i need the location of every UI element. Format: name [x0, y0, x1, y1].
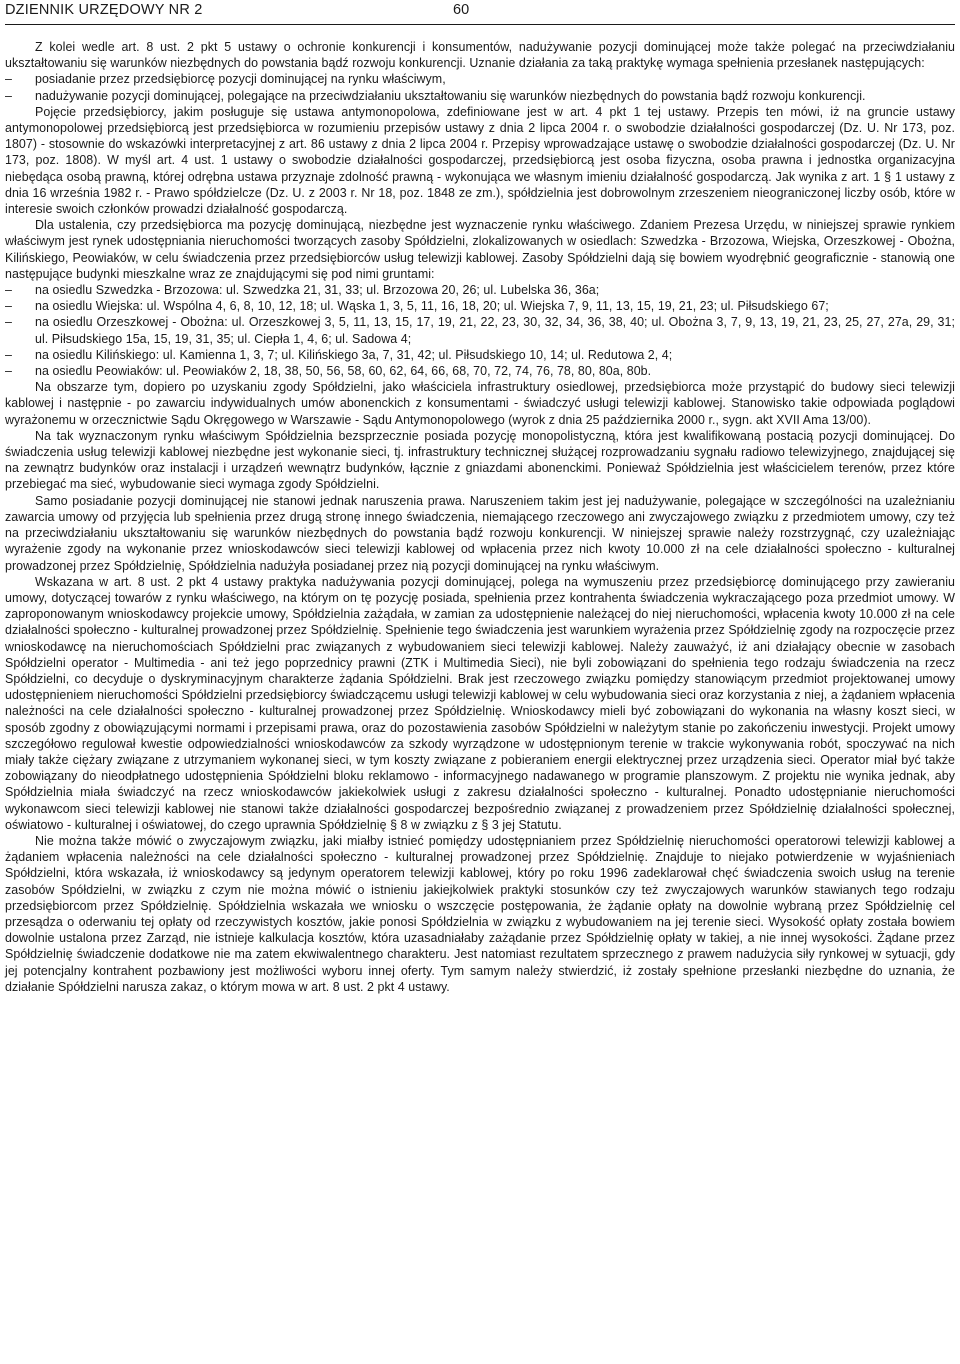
document-body: [5, 39, 955, 995]
list-item: – posiadanie przez przedsiębiorcę pozycji dominującej na rynku właściwym,: [5, 72, 446, 87]
dash-bullet: –: [5, 315, 12, 330]
list-item: – na osiedlu Peowiaków: ul. Peowiaków 2, 18, 38, 50, 56, 58, 60, 62, 64, 66, 68, 70, 72, 74, 76, 78, 80, 80a, 80b.: [5, 364, 652, 379]
journal-title: DZIENNIK URZĘDOWY NR 2: [5, 2, 203, 18]
paragraph: Na tak wyznaczonym rynku właściwym Spółdzielnia bezsprzecznie posiada pozycję monopolistyczną, która jest kwalifikowaną postacią pozycji dominującej. Do świadczenia usług telewizji kablowej niezbędne jest wykonanie sieci, tj. infrastruktury technicznej służącej rozprowadzaniu sygnału radiowo telewizyjnego, znajdującej się na zewnątrz budynków oraz instalacji i urządzeń wewnątrz budynków, łącznie z gniazdami abonenckimi. Ponieważ Spółdzielnia jest właścicielem terenów, przez które przebiegać ma sieć, wybudowanie sieci wymaga zgody Spółdzielni.: [5, 428, 955, 492]
list-item: – na osiedlu Orzeszkowej - Obożna: ul. Orzeszkowej 3, 5, 11, 13, 15, 17, 19, 21, 22, 23, 30, 32, 34, 36, 38, 40; ul. Obożna 3, 7, 9, 13, 19, 21, 23, 25, 27, 27a, 29, 31; ul. Piłsudskiego 15a, 15, 19, 31, 35; ul. Ciepła 1, 4, 6; ul. Sadowa 4;: [5, 315, 955, 346]
dash-bullet: –: [5, 283, 12, 298]
dash-bullet: –: [5, 88, 12, 103]
list-item: – nadużywanie pozycji dominującej, polegające na przeciwdziałaniu ukształtowaniu się warunków niezbędnych do powstania bądź rozwoju konkurencji.: [5, 88, 866, 103]
dash-bullet: –: [5, 72, 12, 87]
estates-list: [5, 282, 955, 379]
paragraph: Samo posiadanie pozycji dominującej nie stanowi jednak naruszenia prawa. Naruszeniem takim jest jej nadużywanie, polegające w szczególności na uzależnianiu zawarcia umowy od przyjęcia lub spełnienia przez drugą stronę innego świadczenia, niemającego rzeczowego ani zwyczajowego związku z przedmiotem umowy, czy też na przeciwdziałaniu ukształtowaniu się warunków niezbędnych do powstania bądź rozwoju konkurencji. W niniejszej sprawie należy rozstrzygnąć, czy uzależniając wyrażenie zgody na wykonanie przez wnioskodawców sieci telewizji kablowej od wpłacenia przez nich kwoty 10.000 zł na cele działalności społeczno - kulturalnej prowadzonej przez Spółdzielnię, Spółdzielnia nadużyła posiadanej przez nią pozycji dominującej na rynku właściwym.: [5, 493, 955, 573]
paragraph: Dla ustalenia, czy przedsiębiorca ma pozycję dominującą, niezbędne jest wyznaczenie rynku właściwego. Zdaniem Prezesa Urzędu, w niniejszej sprawie rynkiem właściwym jest rynek udostępniania nieruchomości tworzących zasoby Spółdzielni, zlokalizowanych w osiedlach: Szwedzka - Brzozowa, Wiejska, Orzeszkowej - Obożna, Kilińskiego, Peowiaków, w celu świadczenia przez przedsiębiorców usług telewizji kablowej. Zasoby Spółdzielni dają się bowiem wyodrębnić geograficznie - stanowią one następujące budynki mieszkalne wraz ze znajdującymi się pod nimi gruntami:: [5, 218, 955, 281]
paragraph: Na obszarze tym, dopiero po uzyskaniu zgody Spółdzielni, jako właściciela infrastruktury osiedlowej, przedsiębiorca może przystąpić do budowy sieci telewizji kablowej i następnie - po zawarciu indywidualnych umów abonenckich z konsumentami - świadczyć usługi telewizji kablowej. Stanowisko takie odpowiada poglądowi wyrażonemu w orzecznictwie Sądu Okręgowego w Warszawie - Sądu Antymonopolowego (wyrok z dnia 25 października 2000 r., sygn. akt XVII Ama 13/00).: [5, 380, 955, 427]
paragraph: Pojęcie przedsiębiorcy, jakim posługuje się ustawa antymonopolowa, zdefiniowane jest w art. 4 pkt 1 tej ustawy. Przepis ten mówi, iż na gruncie ustawy antymonopolowej przedsiębiorcą jest przedsiębiorca w rozumieniu przepisów ustawy z dnia 2 lipca 2004 r. o swobodzie działalności gospodarczej (Dz. U. Nr 173, poz. 1807) - stosownie do wskazówki interpretacyjnej z art. 86 ustawy z dnia 2 lipca 2004 r. Przepisy wprowadzające ustawę o swobodzie działalności gospodarczej (Dz. U. Nr 173, poz. 1808). W myśl art. 4 ust. 1 ustawy o swobodzie działalności gospodarczej, przedsiębiorcą jest osoba fizyczna, osoba prawna i jednostka organizacyjna niebędąca osobą prawną, której odrębna ustawa przyznaje zdolność prawną - wykonująca we własnym imieniu działalność gospodarczą. Jak wynika z art. 1 § 1 ustawy z dnia 16 września 1982 r. - Prawo spółdzielcze (Dz. U. z 2003 r. Nr 18, poz. 1848 ze zm.), spółdzielnia jest dobrowolnym zrzeszeniem nieograniczonej liczby osób, które w interesie swoich członków prowadzi działalność gospodarczą.: [5, 104, 955, 217]
paragraph: Z kolei wedle art. 8 ust. 2 pkt 5 ustawy o ochronie konkurencji i konsumentów, nadużywanie pozycji dominującej może także polegać na przeciwdziałaniu ukształtowaniu się warunków niezbędnych do powstania bądź rozwoju konkurencji. Uznanie działania za taką praktykę wymaga spełnienia przesłanek następujących:: [5, 40, 955, 71]
list-item: – na osiedlu Kilińskiego: ul. Kamienna 1, 3, 7; ul. Kilińskiego 3a, 7, 31, 42; ul. Piłsudskiego 10, 14; ul. Redutowa 2, 4;: [5, 347, 673, 362]
page-header: [5, 0, 955, 25]
list-item: – na osiedlu Szwedzka - Brzozowa: ul. Szwedzka 21, 31, 33; ul. Brzozowa 20, 26; ul. Lubelska 36, 36a;: [5, 283, 600, 298]
paragraph: Nie można także mówić o zwyczajowym związku, jaki miałby istnieć pomiędzy udostępnianiem przez Spółdzielnię nieruchomości operatorowi telewizji kablowej a żądaniem wpłacenia należności na cele działalności społeczno - kulturalnej prowadzonej przez Spółdzielnię. Znajduje to niejako potwierdzenie w wyjaśnieniach Spółdzielni, która wskazała, iż wnioskodawcy są jedynym operatorem telewizji kablowej, który po roku 1996 zadeklarował chęć świadczenia swoich usług na terenie zasobów Spółdzielni, w związku z czym nie można mówić o istnieniu jakiejkolwiek praktyki stosunków czy też zwyczajowych warunków stawianych tego rodzaju przedsiębiorcom przez Spółdzielnię. Spółdzielnia wskazała we wniosku o wszczęcie postępowania, że żądanie opłaty na dowolnie wybraną przez Spółdzielnię cel przesądza o oderwaniu tej opłaty od rzeczywistych kosztów, jakie ponosi Spółdzielnia w związku z wybudowaniem na jej terenie sieci. Wysokość opłaty została bowiem dowolnie ustalona przez Zarząd, nie istnieje kalkulacja kosztów, która uzasadniałaby zażądanie przez Spółdzielnię opłaty w takiej, a nie innej wysokości. Żądane przez Spółdzielnię świadczenie dodatkowe nie ma zatem ekwiwalentnego charakteru. Jest natomiast rezultatem sprzecznego z prawem nadużycia siły rynkowej w sytuacji, gdy jej potencjalny kontrahent pozbawiony jest możliwości wyboru innej oferty. Tym samym należy stwierdzić, iż zostały spełnione przesłanki niezbędne do uznania, że działanie Spółdzielni narusza zakaz, o którym mowa w art. 8 ust. 2 pkt 4 ustawy.: [5, 833, 955, 994]
criteria-list: [5, 71, 955, 103]
dash-bullet: –: [5, 299, 12, 314]
paragraph: Wskazana w art. 8 ust. 2 pkt 4 ustawy praktyka nadużywania pozycji dominującej, polega na wymuszeniu przez przedsiębiorcę dominującego przy zawieraniu umowy, dotyczącej towarów z rynku właściwego, na którym on tę pozycję posiada, spełnienia przez kontrahenta świadczenia wykraczającego poza przedmiot umowy. W zaproponowanym wnioskodawcy projekcie umowy, Spółdzielnia zażądała, w zamian za udostępnienie należącej do niej nieruchomości, wpłacenia kwoty 10.000 zł na cele działalności społeczno - kulturalnej prowadzonej przez Spółdzielnię. Spełnienie tego świadczenia jest warunkiem wyrażenia przez Spółdzielnię zgody na rozpoczęcie przez wnioskodawcę na nieruchomościach Spółdzielni prac związanych z wybudowaniem sieci telewizji kablowej. Należy zauważyć, iż ani działający obecnie w zasobach Spółdzielni operator - Multimedia - ani też jego poprzednicy prawni (ZTK i Multimedia Sieci), nie byli zobowiązani do spełnienia tego rodzaju świadczenia na rzecz Spółdzielni, co decyduje o dyskryminacyjnym charakterze żądania Spółdzielni. Brak jest rzeczowego związku pomiędzy stanowiącym przedmiot projektowanej umowy udostępnieniem nieruchomości Spółdzielni przedsiębiorcy świadczącemu usługi telewizji kablowej w celu wybudowania sieci oraz korzystania z niej, a żądaniem wpłacenia należności na cele działalności społeczno - kulturalnej prowadzonej przez Spółdzielnię. Wnioskodawcy mieli być zobowiązani do wykonania na własny koszt sieci, w sposób zgodny z obowiązującymi normami i przepisami prawa, oraz do pozostawienia zasobów Spółdzielni w należytym stanie po zakończeniu inwestycji. Projekt umowy szczegółowo regulował kwestie odpowiedzialności wnioskodawców za szkody wyrządzone w udostępnionym terenie w trakcie wykonywania robót, spoczywać na nich miały także ciężary związane z utrzymaniem wykonanej sieci, w tym koszty związane z pobieraniem energii elektrycznej przez urządzenia sieci. Operator miał być także zobowiązany do nieodpłatnego udostępnienia Spółdzielni bloku reklamowo - informacyjnego nadawanego w programie planszowym. Z projektu nie wynika jednak, aby Spółdzielnia miała świadczyć na rzecz wnioskodawców jakiekolwiek usługi z zakresu działalności społeczno - kulturalnej. Ponadto udostępnianie nieruchomości wykonawcom sieci telewizji kablowej nie stanowi także działalności gospodarczej bezpośrednio związanej z prowadzeniem przez Spółdzielnię działalności społecznej, oświatowo - kulturalnej i oświatowej, do czego uprawnia Spółdzielnię § 8 w związku z § 3 jej Statutu.: [5, 574, 955, 832]
dash-bullet: –: [5, 347, 12, 362]
dash-bullet: –: [5, 364, 12, 379]
page-number: 60: [453, 2, 470, 18]
list-item: – na osiedlu Wiejska: ul. Wspólna 4, 6, 8, 10, 12, 18; ul. Wąska 1, 3, 5, 11, 16, 18, 20; ul. Wiejska 7, 9, 11, 13, 15, 19, 21, 23; ul. Piłsudskiego 67;: [5, 299, 829, 314]
